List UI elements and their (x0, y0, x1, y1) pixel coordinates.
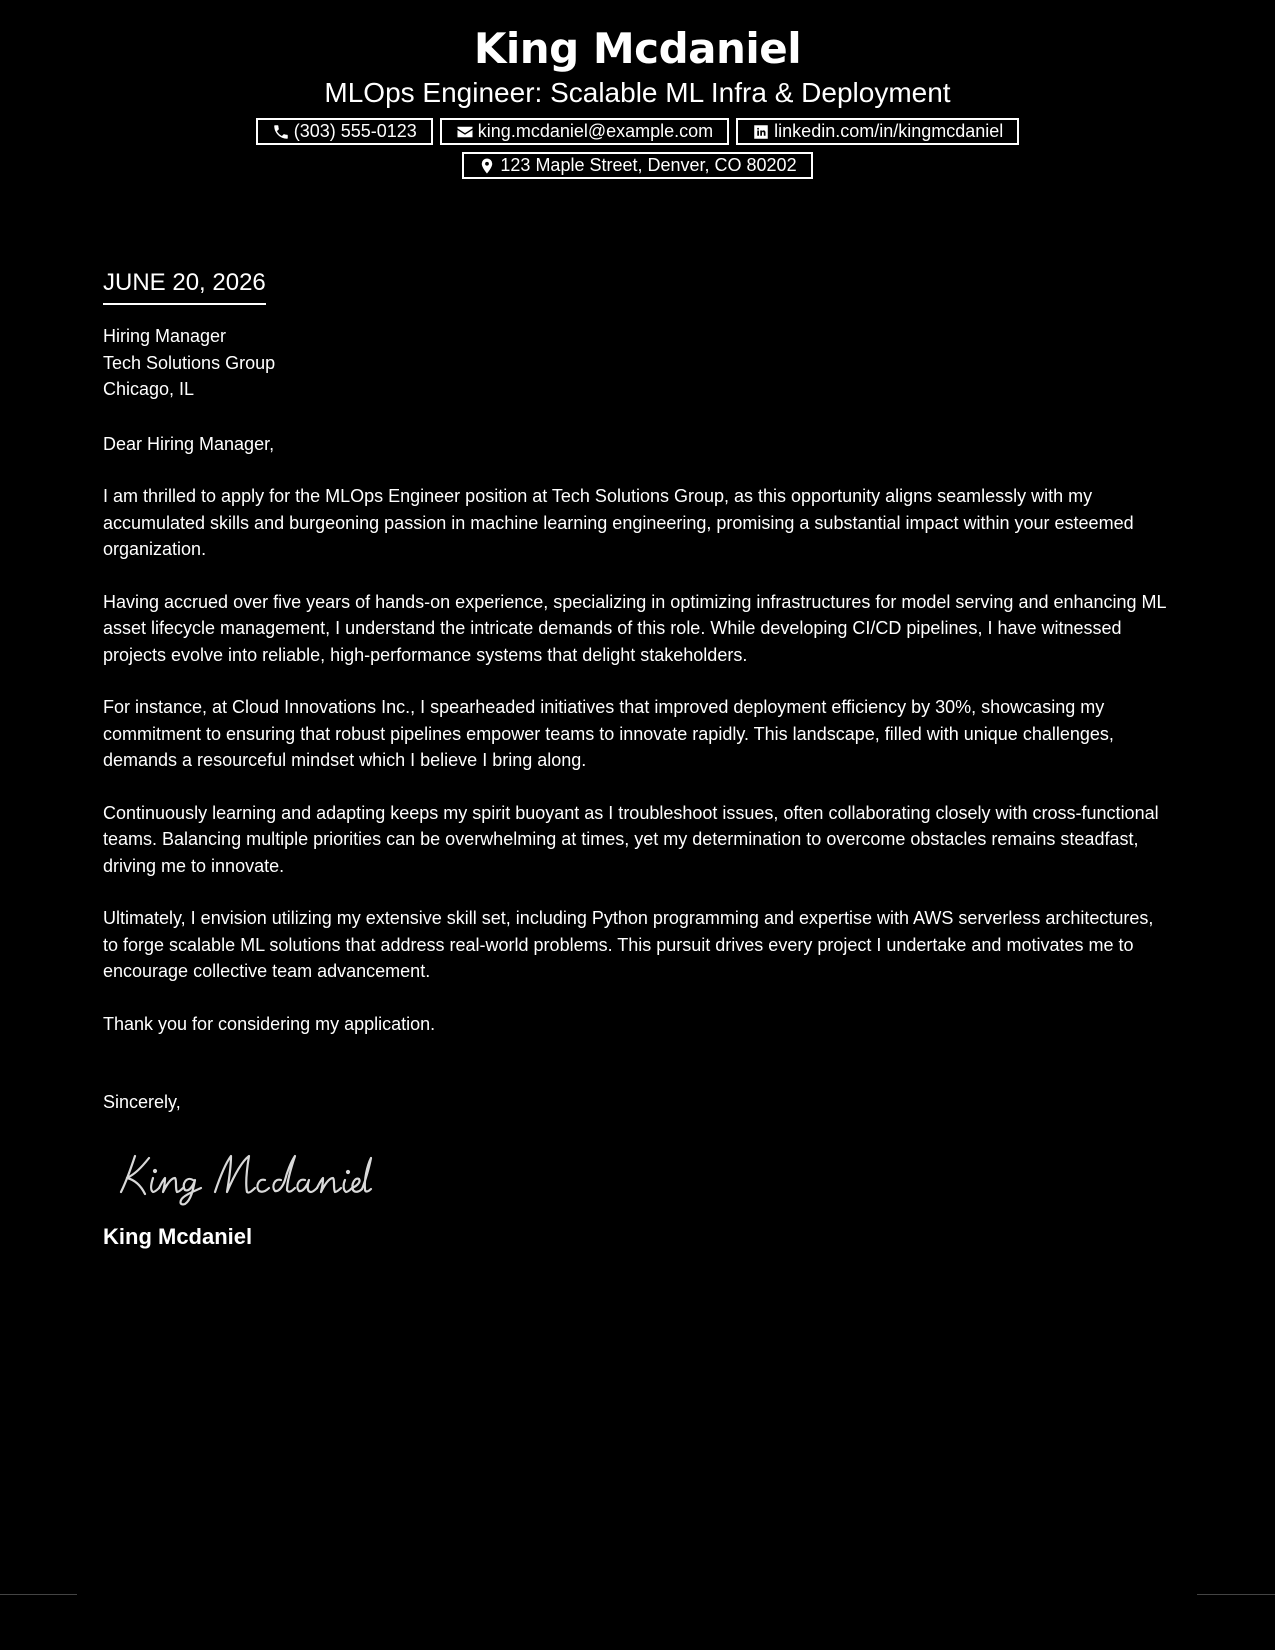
salutation: Dear Hiring Manager, (103, 433, 275, 454)
letter-header (0, 22, 1275, 179)
contact-row-primary (0, 118, 1275, 145)
linkedin-text: linkedin.com/in/kingmcdaniel (774, 121, 1004, 141)
paragraph-2: Having accrued over five years of hands-on experience, specializing in optimizing infrastructures for model serving and enhancing ML asset lifecycle management, I understand the intricate demands of this role. While developing CI/CD pipelines, I have witnessed projects evolve into reliable, high-performance systems that delight stakeholders. (103, 591, 1166, 665)
paragraph-thanks: Thank you for considering my application. (103, 1013, 436, 1034)
signature-image (115, 1144, 1173, 1208)
signed-name: King Mcdaniel (103, 1223, 253, 1249)
phone-icon (272, 123, 290, 141)
recipient-location: Chicago, IL (103, 379, 195, 399)
signature-icon (115, 1144, 375, 1208)
recipient-title: Hiring Manager (103, 326, 227, 346)
paragraph-3: For instance, at Cloud Innovations Inc., I spearheaded initiatives that improved deployment efficiency by 30%, showcasing my commitment to ensuring that robust pipelines empower teams to innovate rapidly. This landscape, filled with unique challenges, demands a resourceful mindset which I believe I bring along. (103, 697, 1114, 770)
linkedin-chip[interactable] (736, 118, 1019, 145)
phone-chip[interactable] (256, 118, 433, 145)
address-chip[interactable] (462, 152, 812, 179)
letter-body (103, 268, 1173, 1250)
envelope-icon (456, 123, 474, 141)
applicant-headline: MLOps Engineer: Scalable ML Infra & Deployment (324, 77, 951, 108)
email-text: king.mcdaniel@example.com (477, 121, 714, 141)
map-pin-icon (478, 157, 496, 175)
letter-date: JUNE 20, 2026 (103, 268, 266, 305)
paragraph-4: Continuously learning and adapting keeps my spirit buoyant as I troubleshoot issues, often collaborating closely with cross-functional teams. Balancing multiple priorities can be overwhelming at times, yet my determination to overcome obstacles remains steadfast, driving me to innovate. (103, 802, 1159, 876)
linkedin-icon (752, 123, 770, 141)
recipient-company: Tech Solutions Group (103, 352, 276, 373)
footer-divider-right (1197, 1594, 1275, 1595)
contact-row-secondary (0, 152, 1275, 179)
paragraph-5: Ultimately, I envision utilizing my extensive skill set, including Python programming and expertise with AWS serverless architectures, to forge scalable ML solutions that address real-world problems. This pursuit drives every project I undertake and motivates me to encourage collective team advancement. (103, 908, 1154, 981)
paragraph-1: I am thrilled to apply for the MLOps Engineer position at Tech Solutions Group, as this opportunity aligns seamlessly with my accumulated skills and burgeoning passion in machine learning engineering, promising a substantial impact within your esteemed organization. (103, 486, 1134, 559)
applicant-name: King Mcdaniel (473, 24, 802, 73)
recipient-block (103, 323, 1173, 403)
closing: Sincerely, (103, 1092, 181, 1112)
email-chip[interactable] (440, 118, 729, 145)
phone-text: (303) 555-0123 (293, 121, 417, 141)
address-text: 123 Maple Street, Denver, CO 80202 (500, 155, 797, 175)
footer-divider-left (0, 1594, 77, 1595)
